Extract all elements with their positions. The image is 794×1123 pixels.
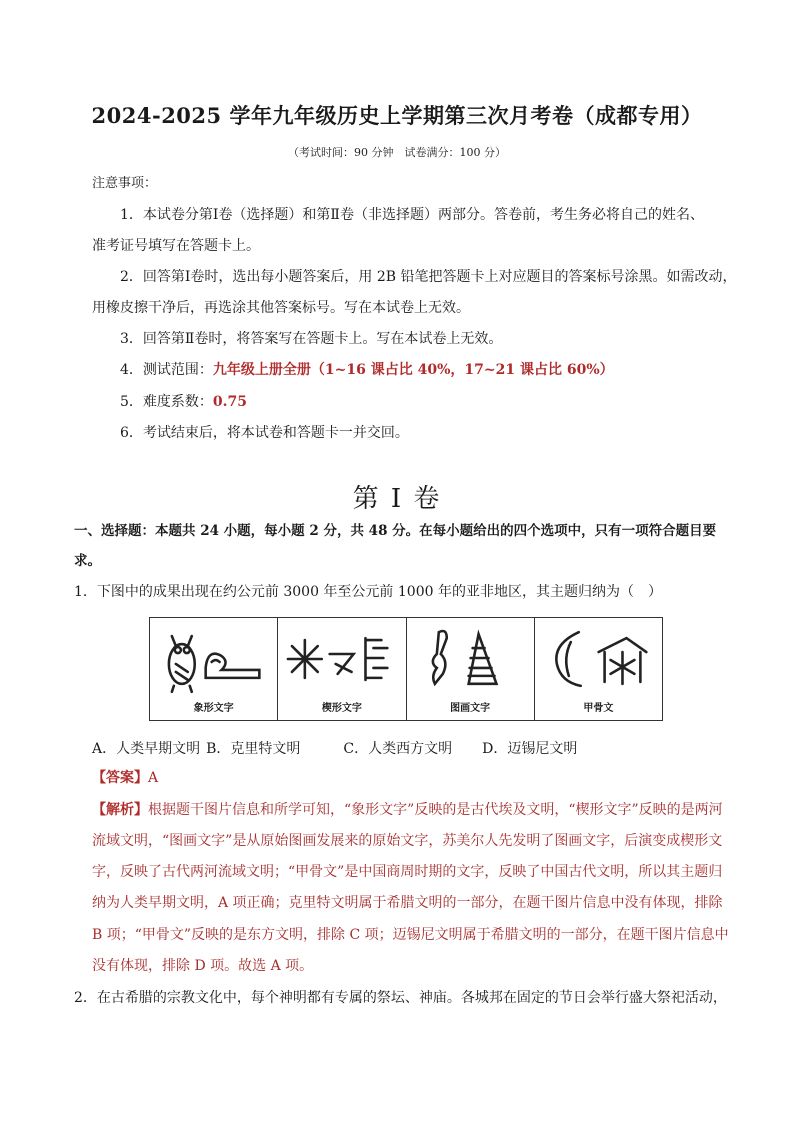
note-2-line-2: 用橡皮擦干净后，再选涂其他答案标号。写在本试卷上无效。 — [92, 300, 470, 316]
caption-hieroglyph: 象形文字 — [193, 703, 234, 714]
scripts-figure — [149, 617, 663, 721]
section-instruction-line-2: 求。 — [74, 553, 101, 569]
test-scope: 九年级上册全册（1~16 课占比 40%，17~21 课占比 60%） — [212, 362, 614, 378]
caption-cuneiform: 楔形文字 — [321, 703, 362, 714]
exam-info: （考试时间：90 分钟 试卷满分：100 分） — [288, 146, 506, 159]
question-2-stem: 2．在古希腊的宗教文化中，每个神明都有专属的祭坛、神庙。各城邦在固定的节日会举行盛大祭祀活动， — [74, 990, 727, 1006]
oracle-bone-image — [535, 618, 662, 696]
note-6: 6．考试结束后，将本试卷和答题卡一并交回。 — [120, 425, 409, 441]
option-d: D．迈锡尼文明 — [482, 741, 578, 757]
option-b: B．克里特文明 — [206, 741, 301, 757]
analysis-line-2: 流域文明，“图画文字”是从原始图画发展来的原始文字，苏美尔人先发明了图画文字，后演变成楔形文 — [92, 833, 723, 849]
caption-pictograph: 图画文字 — [450, 703, 491, 714]
notes-heading: 注意事项： — [92, 176, 158, 191]
question-1-options — [92, 738, 577, 758]
analysis-line-5: B 项；“甲骨文”反映的是东方文明，排除 C 项；迈锡尼文明属于希腊文明的一部分，在题干图片信息中 — [92, 927, 729, 943]
pictograph-image — [407, 618, 534, 696]
answer-value: A — [148, 770, 159, 786]
note-4 — [120, 360, 614, 380]
figure-cell-oracle-bone — [535, 618, 662, 720]
question-1-stem: 1．下图中的成果出现在约公元前 3000 年至公元前 1000 年的亚非地区，其主题归纳为（ ） — [74, 584, 662, 600]
figure-cell-cuneiform — [278, 618, 406, 720]
analysis-line-4: 纳为人类早期文明，A 项正确；克里特文明属于希腊文明的一部分，在题干图片信息中没有体现，排除 — [92, 895, 723, 911]
note-5-label: 5．难度系数： — [120, 394, 213, 410]
section-instruction-line-1: 一、选择题：本题共 24 小题，每小题 2 分，共 48 分。在每小题给出的四个选项中，只有一项符合题目要 — [74, 523, 717, 539]
caption-oracle-bone: 甲骨文 — [583, 703, 614, 714]
analysis-line-3: 字，反映了古代两河流域文明；“甲骨文”是中国商周时期的文字，反映了中国古代文明，所以其主题归 — [92, 864, 723, 880]
note-4-label: 4．测试范围： — [120, 362, 213, 378]
answer-line — [92, 768, 158, 788]
section-title: 第 I 卷 — [352, 484, 442, 514]
note-1-line-1: 1．本试卷分第Ⅰ卷（选择题）和第Ⅱ卷（非选择题）两部分。答卷前，考生务必将自己的姓名、 — [120, 207, 704, 223]
note-2-line-1: 2．回答第Ⅰ卷时，选出每小题答案后，用 2B 铅笔把答题卡上对应题目的答案标号涂黑。如需改动， — [120, 269, 737, 285]
note-5 — [120, 392, 247, 412]
analysis-line-6: 没有体现，排除 D 项。故选 A 项。 — [92, 958, 314, 974]
option-a: A．人类早期文明 — [92, 741, 201, 757]
analysis-label: 【解析】 — [92, 802, 148, 818]
analysis-text-1: 根据题干图片信息和所学可知，“象形文字”反映的是古代埃及文明，“楔形文字”反映的是两河 — [148, 802, 723, 818]
cuneiform-image — [278, 618, 405, 696]
hieroglyph-image — [150, 618, 277, 696]
figure-cell-hieroglyph — [150, 618, 278, 720]
figure-cell-pictograph — [407, 618, 535, 720]
option-c: C．人类西方文明 — [343, 741, 453, 757]
note-1-line-2: 准考证号填写在答题卡上。 — [92, 238, 260, 254]
analysis-line-1 — [92, 800, 723, 820]
page-title: 2024-2025 学年九年级历史上学期第三次月考卷（成都专用） — [91, 103, 703, 128]
difficulty-value: 0.75 — [212, 394, 248, 410]
note-3: 3．回答第Ⅱ卷时，将答案写在答题卡上。写在本试卷上无效。 — [120, 331, 503, 347]
answer-label: 【答案】 — [92, 770, 148, 786]
